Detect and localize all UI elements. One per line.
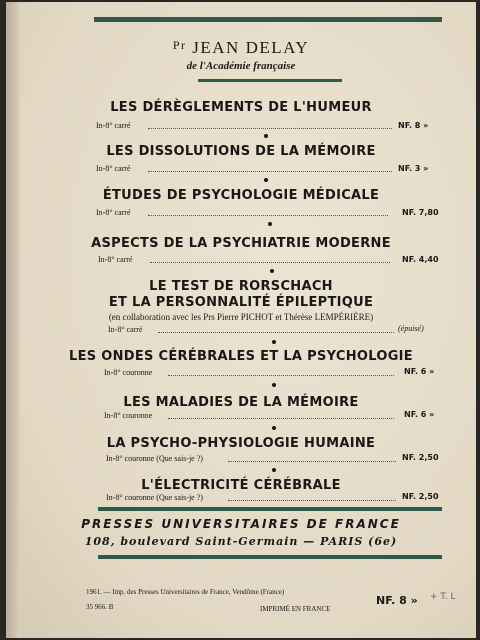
book-back-cover [6, 2, 476, 638]
publisher-rule [98, 507, 442, 511]
top-rule [94, 17, 442, 22]
book-price: NF. 2,50 [402, 492, 439, 501]
dotted-leader [148, 215, 388, 216]
dotted-leader [148, 128, 392, 129]
book-price: NF. 6 » [404, 367, 435, 376]
bottom-rule [98, 555, 442, 559]
book-format: In-8° carré [96, 208, 131, 217]
book-price: NF. 2,50 [402, 453, 439, 462]
publisher-address: 108, boulevard Saint-Germain — PARIS (6e) [84, 535, 398, 548]
dotted-leader [148, 171, 392, 172]
publisher-name: PRESSES UNIVERSITAIRES DE FRANCE [81, 517, 401, 531]
dotted-leader [150, 262, 390, 263]
book-price: NF. 8 » [398, 121, 429, 130]
book-title: LES DISSOLUTIONS DE LA MÉMOIRE [106, 144, 376, 159]
dotted-leader [158, 332, 394, 333]
book-format: In-8° couronne [104, 411, 153, 420]
book-format: In-8° couronne (Que sais-je ?) [106, 454, 203, 463]
author-name: $^{Pr}$ JEAN DELAY [172, 38, 310, 57]
dotted-leader [168, 418, 394, 419]
book-title: LES MALADIES DE LA MÉMOIRE [123, 395, 359, 410]
separator-dot [264, 178, 268, 182]
book-title: LES DÉRÈGLEMENTS DE L'HUMEUR [110, 100, 372, 115]
book-format: In-8° carré [96, 164, 131, 173]
book-format: In-8° carré [108, 325, 143, 334]
book-collaboration: (en collaboration avec les Prs Pierre PICHOT et Thérèse LEMPÉRIÈRE) [108, 312, 374, 322]
book-format: In-8° couronne [104, 368, 153, 377]
book-price: NF. 7,80 [402, 208, 439, 217]
separator-dot [272, 340, 276, 344]
book-format: In-8° carré [98, 255, 133, 264]
book-price: NF. 6 » [404, 410, 435, 419]
book-title: ASPECTS DE LA PSYCHIATRIE MODERNE [91, 236, 391, 251]
imprint-line: 1961. — Imp. des Presses Universitaires de France, Vendôme (France) [86, 588, 285, 596]
dotted-leader [228, 461, 396, 462]
book-price: NF. 3 » [398, 164, 429, 173]
separator-dot [268, 222, 272, 226]
book-title: LA PSYCHO-PHYSIOLOGIE HUMAINE [106, 436, 376, 451]
cover-price: NF. 8 » [376, 594, 418, 607]
header-rule [198, 79, 342, 82]
separator-dot [272, 426, 276, 430]
book-title: L'ÉLECTRICITÉ CÉRÉBRALE [141, 478, 341, 493]
separator-dot [272, 468, 276, 472]
book-title: ÉTUDES DE PSYCHOLOGIE MÉDICALE [102, 188, 380, 203]
book-format: In-8° carré [96, 121, 131, 130]
book-title: LE TEST DE RORSCHACH [149, 279, 333, 294]
book-title-line-2: ET LA PERSONNALITÉ ÉPILEPTIQUE [108, 295, 374, 310]
print-code: 35 966. B [86, 603, 114, 611]
dotted-leader [228, 500, 396, 501]
author-academy: de l'Académie française [186, 60, 296, 72]
book-title: LES ONDES CÉRÉBRALES ET LA PSYCHOLOGIE [68, 349, 413, 364]
book-price: NF. 4,40 [402, 255, 439, 264]
printed-in-france: IMPRIMÉ EN FRANCE [260, 605, 331, 613]
pencil-note: + T. L [430, 592, 456, 602]
separator-dot [264, 134, 268, 138]
book-price: (épuisé) [398, 324, 424, 333]
separator-dot [272, 383, 276, 387]
book-format: In-8° couronne (Que sais-je ?) [106, 493, 203, 502]
separator-dot [270, 269, 274, 273]
dotted-leader [168, 375, 394, 376]
